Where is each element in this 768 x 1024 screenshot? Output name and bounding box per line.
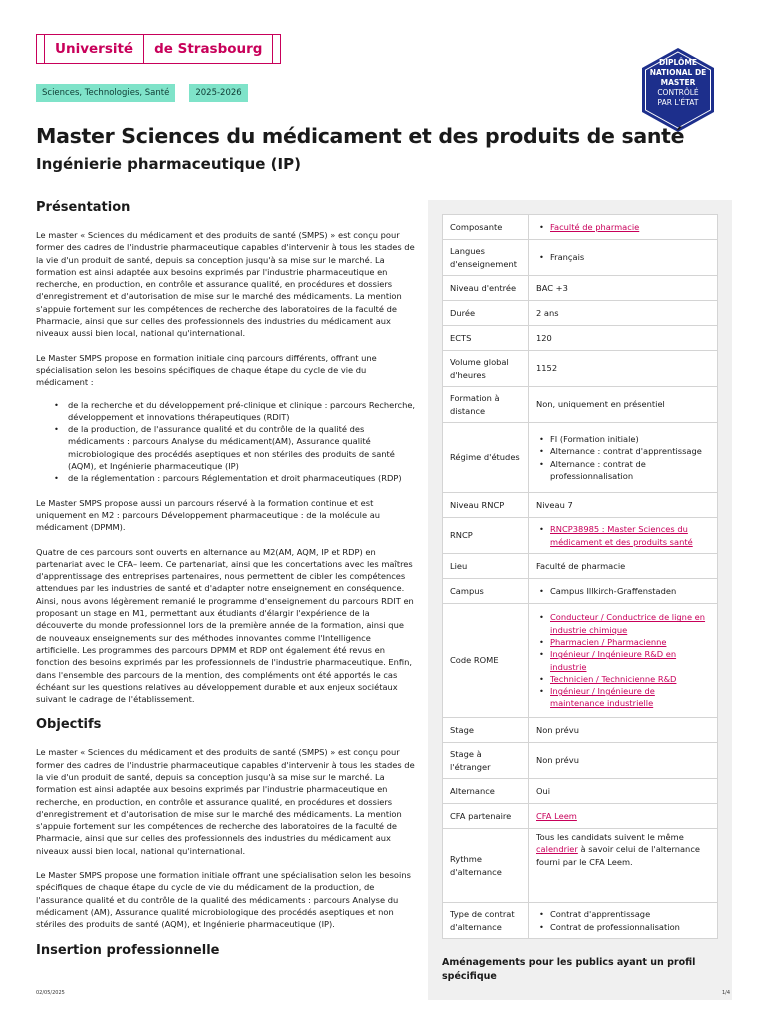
distance-label: Formation à distance [443,387,529,423]
presentation-paragraph-1: Le master « Sciences du médicament et des produits de santé (SMPS) » est conçu pour former des cadres de l'industrie pharmaceutique capables d'intervenir à tous les stades de la vie d'un produit de santé, depuis sa conception jusqu'à sa mise sur le marché. La formation est ainsi adaptée aux besoins exprimés par l'industrie pharmaceutique en recherche, en production, en contrôle et assurance qualité, en procédures et dossiers d'enregistrement et d'autorisation de mise sur le marché des médicaments. La mention s'appuie fortement sur les compétences de recherche des laboratoires de la faculté de Pharmacie, ainsi que sur celles des professionnels des industries du médicament aux niveaux aussi bien local, national qu'international. [36,230,415,339]
logo-bar-right [272,35,280,63]
langues-value [529,240,718,276]
list-item: • de la recherche et du développement pré-clinique et clinique : parcours Recherche, développement et innovations thérapeutiques (RDIT) [68,399,416,424]
table-row [443,604,718,718]
rythme-label: Rythme d'alternance [443,829,529,903]
table-row [443,829,718,903]
alternance-value: Oui [529,779,718,804]
logo-word-universite: Université [55,41,134,57]
list-item: • Contrat de professionnalisation [550,921,710,933]
volume-value: 1152 [529,351,718,387]
table-row [443,554,718,579]
composante-value [529,215,718,240]
footer-page-number: 1/4 [722,990,731,996]
table-row [443,804,718,829]
regime-value [529,423,718,493]
list-item: • de la production, de l'assurance qualité et du contrôle de la qualité des médicaments : parcours Analyse du médicament(AM), Assurance qualité microbiologique des procédés aseptiques et non stériles des produits de santé (AQM), et Ingénierie pharmaceutique (IP) [68,423,416,472]
presentation-paragraph-2: Le Master SMPS propose en formation initiale cinq parcours différents, offrant une spécialisation selon les besoins spécifiques de chaque étape du cycle de vie du médicament : [36,352,377,388]
rome-link[interactable]: Technicien / Technicienne R&D [550,673,677,684]
rncp-value [529,518,718,554]
rncp-niveau-value: Niveau 7 [529,493,718,518]
logo-bar-left [37,35,45,63]
regime-label: Régime d'études [443,423,529,493]
rncp-link[interactable]: RNCP38985 : Master Sciences du médicament et des produits santé [550,524,693,547]
list-item: • de la réglementation : parcours Réglementation et droit pharmaceutiques (RDP) [68,472,416,484]
calendrier-link[interactable]: calendrier [536,844,578,855]
page-title: Master Sciences du médicament et des produits de santé [36,124,685,148]
table-row [443,387,718,423]
list-item: • FI (Formation initiale) [550,433,710,445]
stage-label: Stage [443,718,529,743]
rncp-label: RNCP [443,518,529,554]
rome-link[interactable]: Conducteur / Conductrice de ligne en industrie chimique [550,612,706,635]
table-row [443,301,718,326]
niveau-entree-label: Niveau d'entrée [443,276,529,301]
contrat-value [529,903,718,939]
cfa-value [529,804,718,829]
university-logo [36,34,281,64]
distance-value: Non, uniquement en présentiel [529,387,718,423]
ects-label: ECTS [443,326,529,351]
list-item: • Alternance : contrat d'apprentissage [550,445,710,457]
diplome-national-seal [634,46,722,134]
list-item: • Contrat d'apprentissage [550,908,710,920]
rome-link[interactable]: Ingénieur / Ingénieure de maintenance industrielle [550,686,655,709]
ects-value: 120 [529,326,718,351]
table-row [443,743,718,779]
cfa-label: CFA partenaire [443,804,529,829]
duree-label: Durée [443,301,529,326]
objectifs-heading: Objectifs [36,717,102,733]
rythme-text-post: à savoir celui de l'alternance fourni par le CFA Leem. [536,844,700,867]
rome-label: Code ROME [443,604,529,718]
table-row [443,518,718,554]
tag-row [36,84,248,102]
lieu-value: Faculté de pharmacie [529,554,718,579]
presentation-paragraph-3: Le Master SMPS propose aussi un parcours réservé à la formation continue et est uniquement en M2 : parcours Développement pharmaceutique : de la molécule au médicament (DPMM). [36,497,381,533]
volume-label: Volume global d'heures [443,351,529,387]
presentation-heading: Présentation [36,200,131,215]
rome-link[interactable]: Pharmacien / Pharmacienne [550,636,667,647]
page-subtitle: Ingénierie pharmaceutique (IP) [36,155,301,173]
stage-etranger-value: Non prévu [529,743,718,779]
lieu-label: Lieu [443,554,529,579]
rncp-niveau-label: Niveau RNCP [443,493,529,518]
list-item: • Alternance : contrat de professionnalisation [550,458,710,483]
table-row [443,351,718,387]
table-row [443,779,718,804]
langues-label: Langues d'enseignement [443,240,529,276]
seal-line-5: PAR L'ÉTAT [657,98,699,107]
seal-line-4: CONTRÔLÉ [657,88,699,97]
contrat-label: Type de contrat d'alternance [443,903,529,939]
table-row [443,215,718,240]
stage-value: Non prévu [529,718,718,743]
seal-line-2: NATIONAL DE [649,68,707,77]
list-item: • Français [550,251,710,263]
cfa-leem-link[interactable]: CFA Leem [536,810,577,821]
list-item: • Campus Illkirch-Graffenstaden [550,585,710,597]
rome-value [529,604,718,718]
campus-value [529,579,718,604]
rome-link[interactable]: Ingénieur / Ingénieure R&D en industrie [550,649,677,672]
year-tag: 2025-2026 [189,84,247,102]
seal-line-3: MASTER [660,78,696,87]
amenagements-heading: Aménagements pour les publics ayant un profil spécifique [442,957,696,982]
rythme-text-pre: Tous les candidats suivent le même [536,832,684,842]
duree-value: 2 ans [529,301,718,326]
table-row [443,240,718,276]
alternance-label: Alternance [443,779,529,804]
objectifs-paragraph-1: Le master « Sciences du médicament et des produits de santé (SMPS) » est conçu pour former des cadres de l'industrie pharmaceutique capables d'intervenir à tous les stades de la vie d'un produit de santé, depuis sa conception jusqu'à sa mise sur le marché. La formation est ainsi adaptée aux besoins exprimés par l'industrie pharmaceutique en recherche, en production, en contrôle et assurance qualité, en procédures et dossiers d'enregistrement et d'autorisation de mise sur le marché des médicaments. La mention s'appuie fortement sur les compétences de recherche des laboratoires de la faculté de Pharmacie, ainsi que sur celles des professionnels des industries du médicament aux niveaux aussi bien local, national qu'international. [36,747,415,856]
seal-line-1: DIPLÔME [659,58,697,67]
table-row [443,276,718,301]
faculte-pharmacie-link[interactable]: Faculté de pharmacie [550,221,640,232]
parcours-list [36,399,416,485]
info-table [442,214,718,939]
objectifs-paragraph-2: Le Master SMPS propose une formation initiale offrant une spécialisation selon les besoins spécifiques de chaque étape du cycle de vie du médicament de la production, de l'assurance qualité et du contrôle de la qualité des médicaments : parcours Analyse du médicament (AM), Assurance qualité microbiologique des procédés aseptiques et non stériles des produits de santé (AQM), et Ingénierie pharmaceutique (IP). [36,870,411,930]
table-row [443,326,718,351]
table-row [443,493,718,518]
footer-date: 02/05/2025 [36,990,65,996]
logo-word-strasbourg: de Strasbourg [143,35,272,63]
niveau-entree-value: BAC +3 [529,276,718,301]
campus-label: Campus [443,579,529,604]
insertion-heading: Insertion professionnelle [36,942,220,958]
table-row [443,579,718,604]
table-row [443,423,718,493]
main-content [36,200,416,972]
table-row [443,903,718,939]
info-panel [428,200,732,1000]
presentation-paragraph-4: Quatre de ces parcours sont ouverts en alternance au M2(AM, AQM, IP et RDP) en partenariat avec le CFA– leem. Ce partenariat, ainsi que les concertations avec les maîtres d'apprentissage des entreprises partenaires, nous permettent de cibler les compétences attendues par les industries de santé et d'adapter notre enseignement en conséquence. Ainsi, nous avons légèrement remanié le programme d'enseignement du parcours RDIT en proposant un stage en M1, permettant aux étudiants d'élargir l'expérience de la découverte du monde professionnel lors de la première année de la formation, ainsi que de nouveaux enseignements sur des méthodes innovantes comme l'Intelligence artificielle. Les programmes des parcours DPMM et RDP ont également été revus en fonction des besoins exprimés par les professionnels de l'industrie pharmaceutique. Enfin, dans l'ensemble des parcours de la mention, des compléments ont été apportés le cas échéant sur les questions relatives au développement durable et aux enjeux sociétaux suivant le cadrage de l'établissement. [36,546,414,705]
stage-etranger-label: Stage à l'étranger [443,743,529,779]
rythme-value [529,829,718,903]
table-row [443,718,718,743]
domain-tag: Sciences, Technologies, Santé [36,84,175,102]
composante-label: Composante [443,215,529,240]
